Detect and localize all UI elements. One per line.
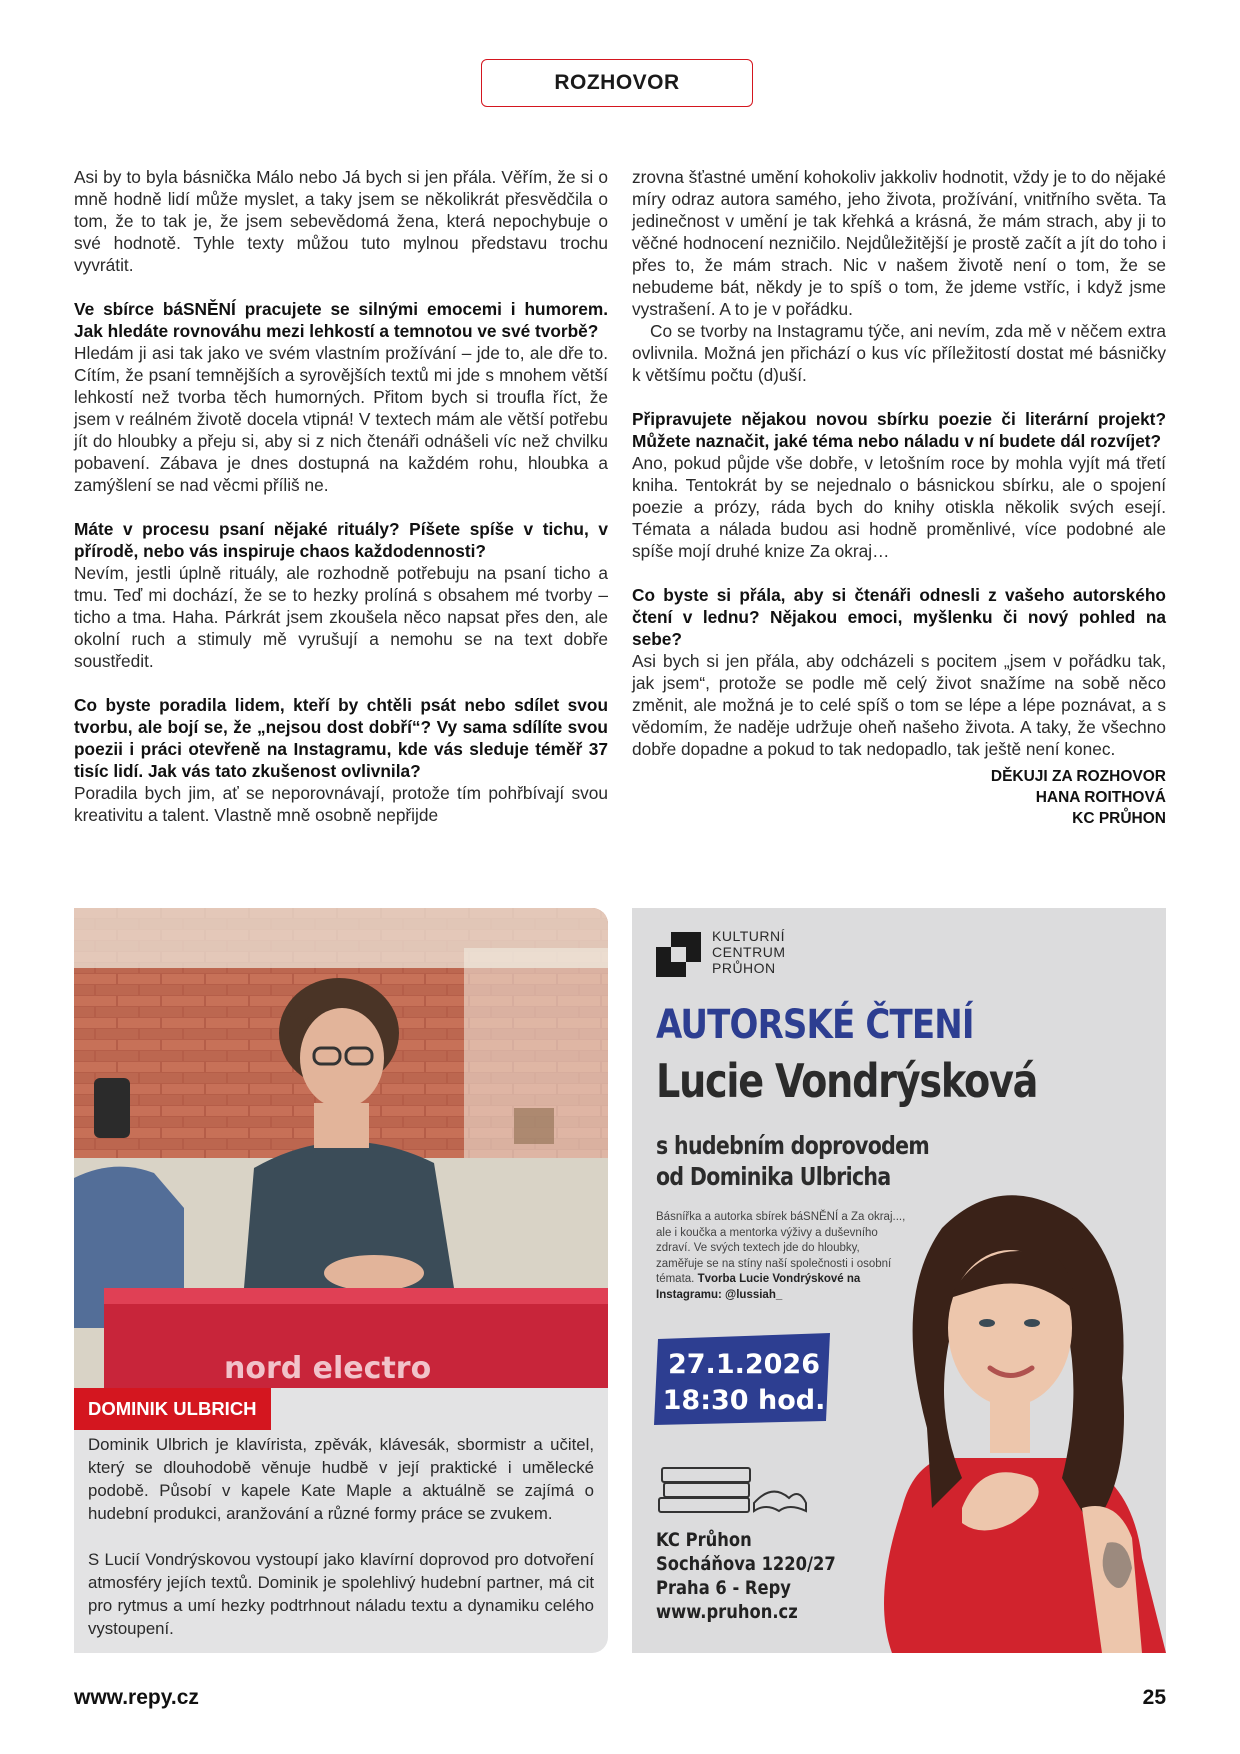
answer-paragraph: Nevím, jestli úplně rituály, ale rozhodně potřebuju na psaní ticho a tmu. Teď mi dochází, že se to hezky prolíná s obsahem mé tvorby – ticho a tma. Haha. Párkrát jsem zkoušela něco napsat přes den, ale okolní ruch a stimuly mě vyrušují a nemohu se na text dobře soustředit. [74, 563, 608, 671]
musician-photo [74, 908, 608, 1388]
answer-paragraph: Co se tvorby na Instagramu týče, ani nevím, zda mě v něčem extra ovlivnila. Možná jen přichází o kus víc příležitostí dostat mé básničky k většímu počtu (d)uší. [632, 321, 1166, 385]
answer-paragraph: Hledám ji asi tak jako ve svém vlastním prožívání – jde to, ale dře to. Cítím, že psaní temnějších a syrovějších textů mi jde s mnohem větší lehkostí než tvorba těch humorných. Přitom bych si troufla říct, že jsem v reálném životě docela vtipná! V textech mám ale větší potřebu jít do hloubky a přeju si, aby si z nich čtenáři odnášeli víc než chvilku pobavení. Zábava je dnes dostupná na každém rohu, hloubka a zamýšlení se nad věcmi příliš ne. [74, 343, 608, 495]
question-paragraph: Máte v procesu psaní nějaké rituály? Píšete spíše v tichu, v přírodě, nebo vás inspiruje chaos každodennosti? [74, 519, 608, 561]
event-time: 18:30 hod. [662, 1385, 826, 1416]
section-tag: ROZHOVOR [481, 59, 753, 107]
question-paragraph: Ve sbírce báSNĚNÍ pracujete se silnými emocemi i humorem. Jak hledáte rovnováhu mezi lehkostí a temnotou ve své tvorbě? [74, 299, 608, 341]
musician-bio [88, 1433, 594, 1640]
org-line: CENTRUM [712, 944, 786, 960]
blurb-text: Básnířka a autorka sbírek báSNĚNÍ a Za okraj..., ale i koučka a mentorka výživy a duševního zdraví. Ve svých textech jde do hloubky, zaměřuje se na stíny naší společnosti i osobní témata. [656, 1211, 906, 1285]
article-column-left [74, 166, 608, 826]
org-line: KULTURNÍ [712, 928, 785, 944]
question-paragraph: Co byste si přála, aby si čtenáři odnesli z vašeho autorského čtení v lednu? Nějakou emoci, myšlenku či nový pohled na sebe? [632, 585, 1166, 649]
signoff [632, 766, 1166, 829]
blurb-instagram: Tvorba Lucie Vondrýskové na Instagramu: @lussiah_ [656, 1273, 861, 1301]
poster-blurb [656, 1210, 906, 1303]
event-poster [632, 908, 1166, 1653]
answer-paragraph: zrovna šťastné umění kohokoliv jakkoliv hodnotit, vždy je to do nějaké míry odraz autora samého, jeho života, prožívání, vnitřního světa. Ta jedinečnost v umění je tak křehká a krásná, že mám strach, aby ji to věčné hodnocení nezničilo. Nejdůležitější je prostě začít a jít do toho i přes to, že mám strach. Nic v našem životě není o tom, že se nebudeme bát, někdy je to spíš o tom, že jdeme vstříc, i když jsme vystrašení. A to je v pořádku. [632, 167, 1166, 319]
org-line: PRŮHON [712, 960, 776, 976]
org-name [712, 928, 786, 976]
musician-card [74, 908, 608, 1653]
poster-author: Lucie Vondrýsková [656, 1054, 1038, 1108]
event-date-badge [654, 1333, 834, 1425]
signoff-author: HANA ROITHOVÁ [1035, 789, 1166, 806]
page-number: 25 [1142, 1686, 1166, 1709]
article-column-right [632, 166, 1166, 829]
footer-url: www.repy.cz [74, 1686, 199, 1709]
books-illustration-icon [654, 1453, 809, 1518]
bio-paragraph: Dominik Ulbrich je klavírista, zpěvák, klávesák, sbormistr a učitel, který se dlouhodobě věnuje hudbě v její praktické i umělecké podobě. Působí v kapele Kate Maple a aktuálně se zajímá o hudební produkci, aranžování a různé formy práce se zvukem. [88, 1435, 594, 1523]
kc-pruhon-logo-icon [656, 932, 702, 978]
subtitle-line: s hudebním doprovodem [656, 1131, 930, 1160]
signoff-line: DĚKUJI ZA ROZHOVOR [990, 768, 1166, 785]
address-city: Praha 6 - Repy [656, 1577, 791, 1599]
address-venue: KC Průhon [656, 1529, 752, 1551]
answer-paragraph: Poradila bych jim, ať se neporovnávají, protože tím pohřbívají svou kreativitu a talent. Vlastně mně osobně nepřijde [74, 783, 608, 825]
answer-paragraph: Ano, pokud půjde vše dobře, v letošním roce by mohla vyjít má třetí kniha. Tentokrát by se nejednalo o básnickou sbírku, ale o spojení poezie a prózy, ráda bych do knihy otiskla několik svých esejí. Témata a nálada budou asi hodně proměnlivé, více podobné ale spíše mojí druhé knize Za okraj… [632, 453, 1166, 561]
poster-address [656, 1528, 836, 1624]
signoff-org: KC PRŮHON [1072, 810, 1166, 827]
keyboard-brand-text: nord electro [224, 1351, 432, 1386]
answer-paragraph: Asi by to byla básnička Málo nebo Já bych si jen přála. Věřím, že si o mně hodně lidí může myslet, a taky jsem se několikrát přesvědčila o tom, že to tak je, že jsem sebevědomá žena, která nepochybuje o své hodnotě. Tyhle texty můžou tuto mylnou představu trochu vyvrátit. [74, 167, 608, 275]
address-website: www.pruhon.cz [656, 1601, 798, 1623]
musician-name-tag: DOMINIK ULBRICH [74, 1388, 271, 1430]
address-street: Socháňova 1220/27 [656, 1553, 836, 1575]
answer-paragraph: Asi bych si jen přála, aby odcházeli s pocitem „jsem v pořádku tak, jak jsem“, protože se podle mě celý život snažíme na sobě něco změnit, ale možná je to celé spíš o tom se lépe a lépe poznávat, a s vědomím, že naděje udržuje oheň našeho života. A taky, že všechno dobře dopadne a pokud to tak nedopadlo, tak ještě není konec. [632, 651, 1166, 759]
bio-paragraph: S Lucií Vondrýskovou vystoupí jako klavírní doprovod pro dotvoření atmosféry jejích textů. Dominik je spolehlivý hudební partner, má cit pro rytmus a umí hezky podtrhnout náladu textu a dynamiku celého vystoupení. [88, 1550, 594, 1638]
poster-title: AUTORSKÉ ČTENÍ [656, 1002, 974, 1048]
subtitle-line: od Dominika Ulbricha [656, 1162, 891, 1191]
question-paragraph: Připravujete nějakou novou sbírku poezie či literární projekt? Můžete naznačit, jaké téma nebo náladu v ní budete dál rozvíjet? [632, 409, 1166, 451]
event-date: 27.1.2026 [667, 1349, 821, 1380]
question-paragraph: Co byste poradila lidem, kteří by chtěli psát nebo sdílet svou tvorbu, ale bojí se, že „nejsou dost dobří“? Vy sama sdílíte svou poezii i práci otevřeně na Instagramu, kde vás sleduje téměř 37 tisíc lidí. Jak vás tato zkušenost ovlivnila? [74, 695, 608, 781]
